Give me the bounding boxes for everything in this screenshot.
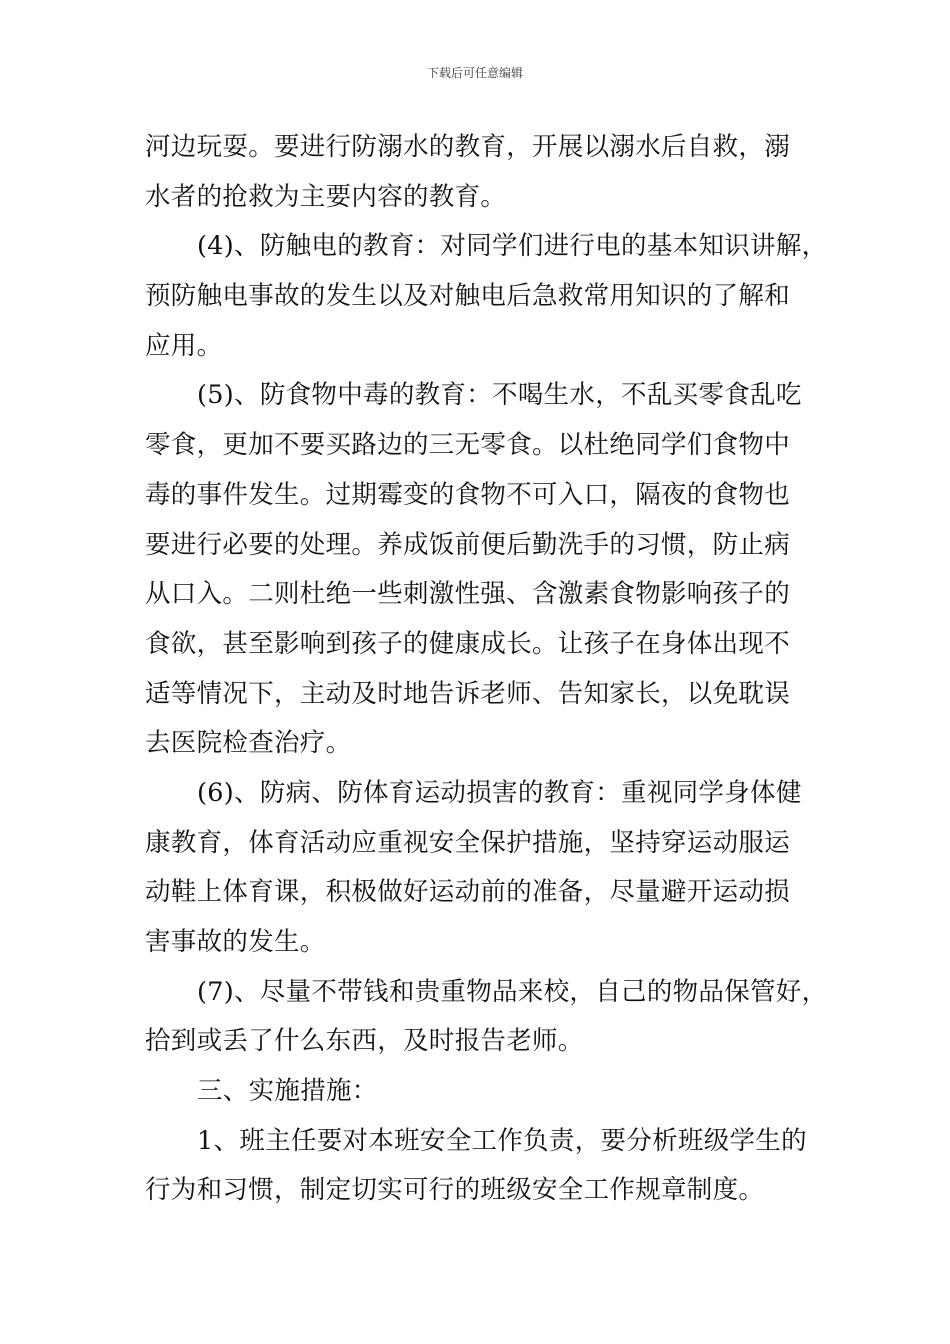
text-line: 害事故的发生。 bbox=[145, 927, 326, 957]
paragraph-sports-injury bbox=[145, 769, 835, 968]
page-header: 下载后可任意编辑 bbox=[426, 66, 523, 80]
text-line: (6)、防病、防体育运动损害的教育：重视同学身体健 bbox=[197, 777, 802, 808]
text-line: 零食，更加不要买路边的三无零食。以杜绝同学们食物中 bbox=[145, 430, 791, 461]
paragraph-electric-shock bbox=[145, 222, 835, 371]
text-line: 水者的抢救为主要内容的教育。 bbox=[145, 181, 507, 212]
text-line: (7)、尽量不带钱和贵重物品来校，自己的物品保管好， bbox=[197, 976, 828, 1007]
text-line: 从口入。二则杜绝一些刺激性强、含激素食物影响孩子的 bbox=[145, 579, 791, 610]
text-line: 应用。 bbox=[145, 330, 223, 361]
text-line: 三、实施措施： bbox=[197, 1076, 378, 1107]
paragraph-food-poisoning bbox=[145, 371, 835, 769]
text-line: 食欲，甚至影响到孩子的健康成长。让孩子在身体出现不 bbox=[145, 628, 791, 659]
text-line: (4)、防触电的教育：对同学们进行电的基本知识讲解， bbox=[197, 231, 828, 262]
paragraph-drowning-continued bbox=[145, 123, 835, 222]
text-line: 1、班主任要对本班安全工作负责，要分析班级学生的 bbox=[197, 1125, 807, 1156]
text-line: 毒的事件发生。过期霉变的食物不可入口，隔夜的食物也 bbox=[145, 479, 791, 510]
text-line: (5)、防食物中毒的教育：不喝生水，不乱买零食乱吃 bbox=[197, 380, 802, 411]
section-heading-measures bbox=[145, 1067, 835, 1117]
paragraph-class-teacher bbox=[145, 1117, 835, 1216]
text-line: 拾到或丢了什么东西，及时报告老师。 bbox=[145, 1026, 584, 1057]
text-line: 康教育，体育活动应重视安全保护措施，坚持穿运动服运 bbox=[145, 827, 791, 858]
text-line: 适等情况下，主动及时地告诉老师、告知家长，以免耽误 bbox=[145, 678, 791, 709]
text-line: 预防触电事故的发生以及对触电后急救常用知识的了解和 bbox=[145, 281, 791, 312]
document-body bbox=[145, 123, 835, 1216]
paragraph-valuables bbox=[145, 968, 835, 1067]
text-line: 动鞋上体育课，积极做好运动前的准备，尽量避开运动损 bbox=[145, 877, 791, 908]
text-line: 行为和习惯，制定切实可行的班级安全工作规章制度。 bbox=[145, 1175, 765, 1206]
text-line: 河边玩耍。要进行防溺水的教育，开展以溺水后自救，溺 bbox=[145, 132, 791, 162]
text-line: 要进行必要的处理。养成饭前便后勤洗手的习惯，防止病 bbox=[145, 529, 791, 560]
text-line: 去医院检查治疗。 bbox=[145, 728, 352, 759]
